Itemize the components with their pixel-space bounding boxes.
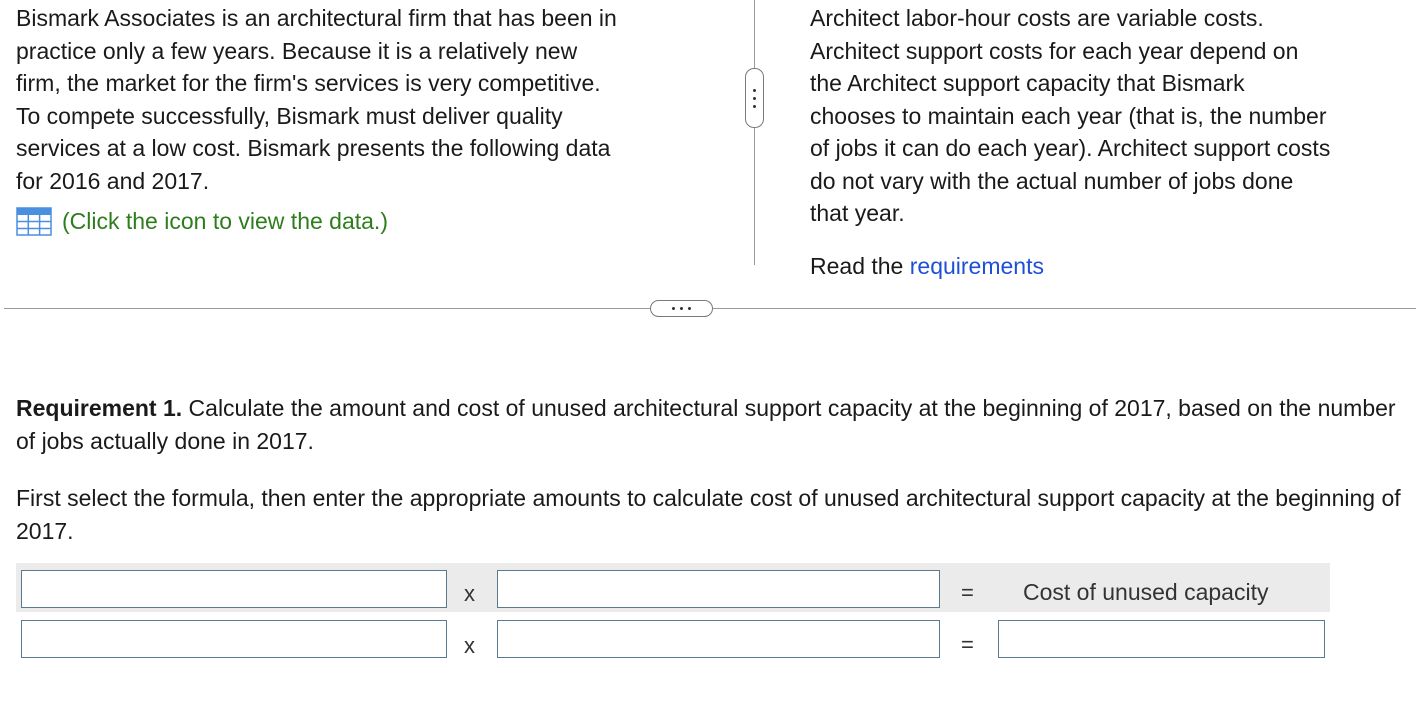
vertical-resize-handle[interactable]: [745, 68, 764, 128]
handle-dot: [688, 307, 691, 310]
right-pane: [810, 2, 1410, 282]
cost-line: Architect support costs for each year depend on: [810, 37, 1299, 64]
equals-sign: =: [961, 632, 974, 657]
read-prefix: Read the: [810, 252, 910, 279]
requirements-link[interactable]: requirements: [909, 252, 1044, 279]
cost-line: that year.: [810, 200, 905, 226]
cost-line: chooses to maintain each year (that is, the number: [810, 102, 1327, 129]
cost-line: the Architect support capacity that Bismark: [810, 70, 1245, 96]
cost-line: do not vary with the actual number of jobs done: [810, 167, 1294, 194]
handle-dot: [672, 307, 675, 310]
handle-dot: [680, 307, 683, 310]
result-input[interactable]: [998, 620, 1325, 658]
cost-line: Architect labor-hour costs are variable costs.: [810, 5, 1264, 31]
vertical-divider: [754, 0, 755, 265]
requirement-text: [16, 392, 1406, 457]
requirement-body: Calculate the amount and cost of unused architectural support capacity at the beginning of 2017, based on the number of jobs actually done in 2017.: [16, 395, 1396, 454]
left-pane: [16, 2, 716, 238]
intro-line: Bismark Associates is an architectural firm that has been in: [16, 5, 617, 31]
multiply-sign: x: [464, 633, 475, 658]
requirement-label: Requirement 1.: [16, 395, 183, 421]
view-data-link-text[interactable]: (Click the icon to view the data.): [62, 208, 388, 234]
read-requirements: [810, 250, 1410, 283]
handle-dot: [753, 105, 756, 108]
cost-line: of jobs it can do each year). Architect support costs: [810, 135, 1331, 161]
multiply-sign: x: [464, 581, 475, 606]
formula-select-1[interactable]: [21, 570, 447, 608]
view-data-link[interactable]: [16, 205, 716, 238]
intro-line: To compete successfully, Bismark must deliver quality: [16, 102, 563, 129]
table-grid-icon[interactable]: [16, 207, 52, 236]
intro-line: practice only a few years. Because it is a relatively new: [16, 37, 578, 64]
handle-dot: [753, 89, 756, 92]
instruction-text: First select the formula, then enter the appropriate amounts to calculate cost of unused architectural support capacity at the beginning of 2017.: [16, 485, 1401, 544]
amount-input-2[interactable]: [497, 620, 940, 658]
horizontal-resize-handle[interactable]: [650, 300, 713, 317]
handle-dot: [753, 97, 756, 100]
cost-of-unused-capacity-label: Cost of unused capacity: [1023, 579, 1269, 605]
intro-line: services at a low cost. Bismark presents the following data: [16, 135, 611, 161]
equals-sign: =: [961, 580, 974, 605]
intro-line: firm, the market for the firm's services is very competitive.: [16, 70, 601, 96]
formula-select-2[interactable]: [497, 570, 940, 608]
top-split-panes: [0, 0, 1416, 279]
amount-input-1[interactable]: [21, 620, 447, 658]
intro-line: for 2016 and 2017.: [16, 167, 210, 194]
